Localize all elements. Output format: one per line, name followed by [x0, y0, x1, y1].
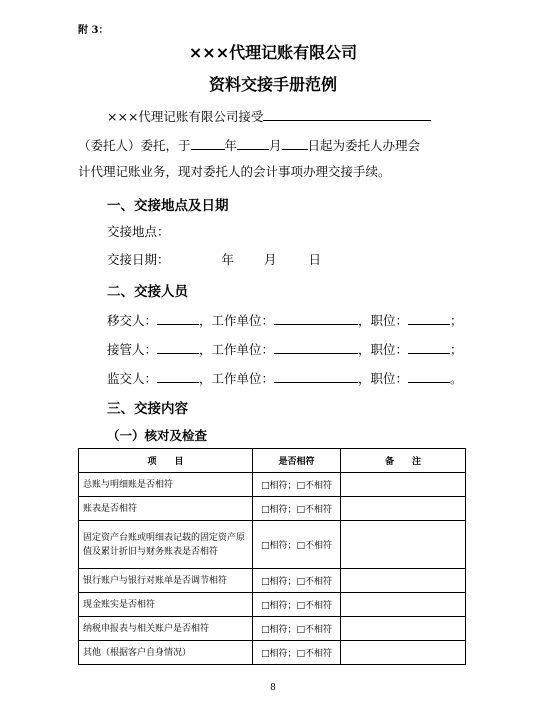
match-checkbox-cell[interactable]: □相符；□不相符: [253, 641, 341, 665]
intro-day-phrase: 日起为委托人办理会: [307, 138, 421, 153]
page-number: 8: [270, 683, 276, 693]
match-checkbox-cell[interactable]: □相符；□不相符: [253, 569, 341, 593]
note-cell[interactable]: [341, 497, 466, 521]
client-name-blank: [263, 108, 431, 121]
item-cell: 账表是否相符: [79, 497, 253, 521]
table-row: [79, 521, 466, 569]
handover-date-row: [107, 250, 321, 268]
document-title: ×××代理记账有限公司: [188, 43, 358, 62]
note-cell[interactable]: [341, 641, 466, 665]
name-blank: [157, 341, 199, 354]
note-cell[interactable]: [341, 521, 466, 569]
person-role: 移交人：: [107, 313, 158, 328]
table-row: [79, 617, 466, 641]
note-cell[interactable]: [341, 569, 466, 593]
person-role: 监交人：: [107, 371, 158, 386]
match-checkbox-cell[interactable]: □相符；□不相符: [253, 473, 341, 497]
header-note: 备 注: [341, 449, 466, 473]
position-blank: [408, 370, 450, 383]
verification-table: [78, 448, 466, 665]
person-row: [107, 311, 463, 329]
position-label: ，职位：: [358, 313, 409, 328]
item-cell: 其他（根据客户自身情况）: [79, 641, 253, 665]
table-row: [79, 593, 466, 617]
intro-text-part1: ×××代理记账有限公司接受: [107, 109, 264, 124]
person-row: [107, 340, 463, 358]
position-blank: [408, 341, 450, 354]
row-end: ；: [450, 313, 463, 328]
document-subtitle: 资料交接手册范例: [208, 75, 337, 94]
intro-line-3: 计代理记账业务，现对委托人的会计事项办理交接手续。: [78, 164, 391, 179]
match-checkbox-cell[interactable]: □相符；□不相符: [253, 521, 341, 569]
item-cell: 固定资产台账或明细表记载的固定资产原值及累计折旧与财务账表是否相符: [79, 521, 253, 569]
intro-line-1: [107, 107, 431, 125]
match-checkbox-cell[interactable]: □相符；□不相符: [253, 617, 341, 641]
start-day-blank: [282, 137, 308, 150]
person-role: 接管人：: [107, 342, 158, 357]
match-checkbox-cell[interactable]: □相符；□不相符: [253, 593, 341, 617]
note-cell[interactable]: [341, 473, 466, 497]
person-row: [107, 369, 463, 387]
table-row: [79, 569, 466, 593]
section2-heading: 二、交接人员: [107, 284, 188, 300]
section3-heading: 三、交接内容: [107, 401, 188, 417]
unit-blank: [274, 341, 358, 354]
handover-date-label: 交接日期：: [107, 252, 170, 267]
item-cell: 纳税申报表与相关账户是否相符: [79, 617, 253, 641]
table-row: [79, 641, 466, 665]
note-cell[interactable]: [341, 593, 466, 617]
position-label: ，职位：: [358, 342, 409, 357]
header-match: 是否相符: [253, 449, 341, 473]
intro-line-2: [78, 136, 420, 154]
date-month: 月: [264, 252, 277, 267]
intro-text-part2: （委托人）委托，于: [78, 138, 191, 153]
unit-label: ，工作单位：: [199, 313, 275, 328]
row-end: 。: [450, 371, 463, 386]
header-item: 项 目: [79, 449, 253, 473]
start-year-blank: [191, 137, 225, 150]
unit-label: ，工作单位：: [199, 342, 275, 357]
item-cell: 银行账户与银行对账单是否调节相符: [79, 569, 253, 593]
handover-place-label: 交接地点：: [107, 224, 170, 239]
start-month-blank: [237, 137, 269, 150]
position-blank: [408, 312, 450, 325]
table-row: [79, 497, 466, 521]
name-blank: [157, 312, 199, 325]
unit-blank: [274, 370, 358, 383]
intro-month: 月: [269, 138, 282, 153]
position-label: ，职位：: [358, 371, 409, 386]
intro-year: 年: [224, 138, 238, 153]
table-row: [79, 473, 466, 497]
section3-subheading: （一）核对及检查: [107, 428, 208, 443]
row-end: ；: [450, 342, 463, 357]
appendix-label: 附 3：: [78, 25, 109, 36]
unit-label: ，工作单位：: [199, 371, 275, 386]
match-checkbox-cell[interactable]: □相符；□不相符: [253, 497, 341, 521]
section1-heading: 一、交接地点及日期: [107, 198, 229, 214]
item-cell: 总账与明细账是否相符: [79, 473, 253, 497]
table-header-row: [79, 449, 466, 473]
handover-place-row: [107, 222, 170, 240]
date-year: 年: [221, 252, 235, 267]
item-cell: 现金账实是否相符: [79, 593, 253, 617]
name-blank: [157, 370, 199, 383]
unit-blank: [274, 312, 358, 325]
date-day: 日: [308, 252, 322, 267]
note-cell[interactable]: [341, 617, 466, 641]
